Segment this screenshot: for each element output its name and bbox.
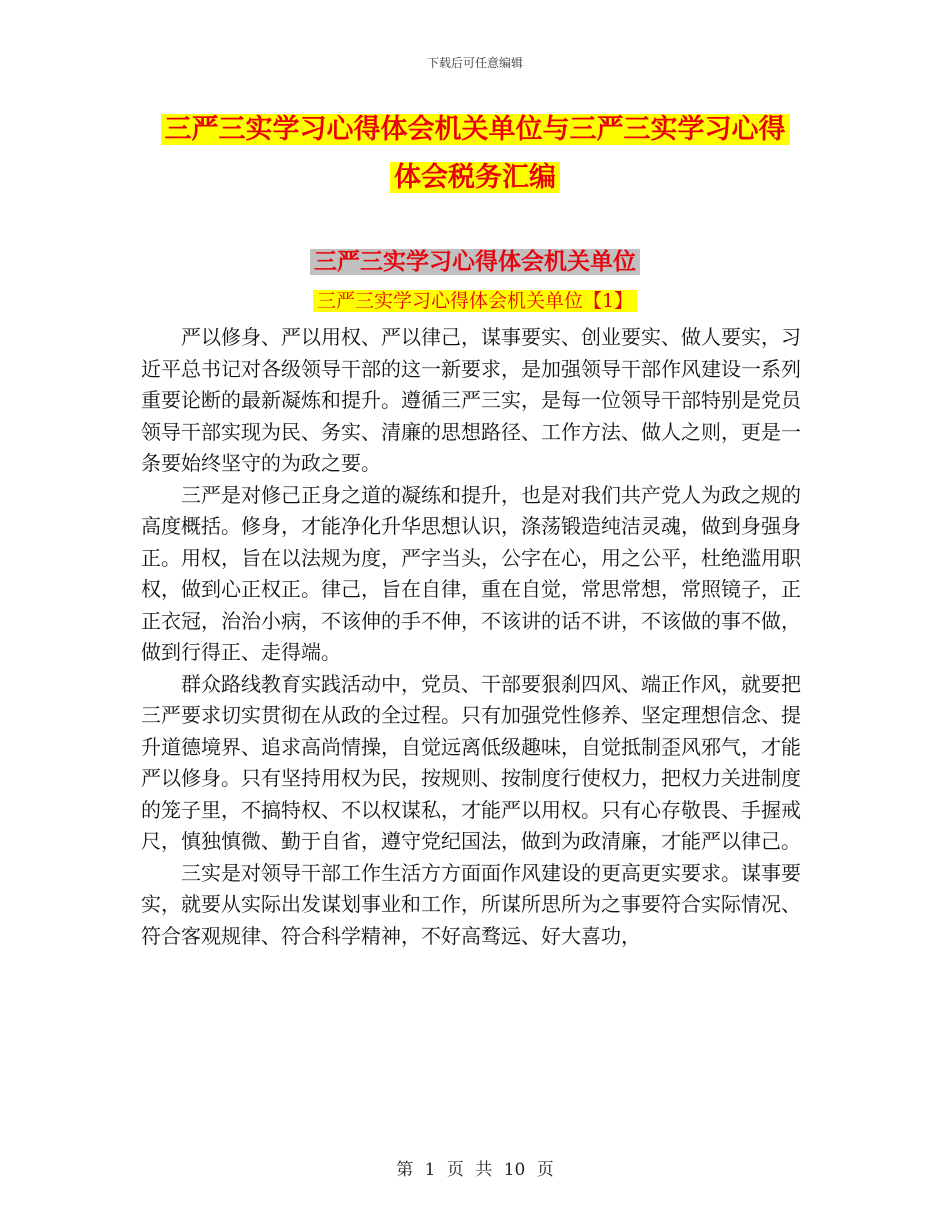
document-title-line-2: 体会税务汇编 xyxy=(390,162,560,193)
sub-title xyxy=(0,284,950,318)
paragraph: 群众路线教育实践活动中，党员、干部要狠刹四风、端正作风，就要把三严要求切实贯彻在从政的全过程。只有加强党性修养、坚定理想信念、提升道德境界、追求高尚情操，自觉远离低级趣味，自觉抵制歪风邪气，才能严以修身。只有坚持用权为民，按规则、按制度行使权力，把权力关进制度的笼子里，不搞特权、不以权谋私，才能严以用权。只有心存敬畏、手握戒尺，慎独慎微、勤于自省，遵守党纪国法，做到为政清廉，才能严以律己。 xyxy=(141,671,801,853)
document-title-line-1: 三严三实学习心得体会机关单位与三严三实学习心得 xyxy=(161,114,790,145)
paragraph: 严以修身、严以用权、严以律己，谋事要实、创业要实、做人要实，习近平总书记对各级领导干部的这一新要求，是加强领导干部作风建设一系列重要论断的最新凝炼和提升。遵循三严三实，是每一位领导干部特别是党员领导干部实现为民、务实、清廉的思想路径、工作方法、做人之则，更是一条要始终坚守的为政之要。 xyxy=(141,325,801,475)
section-title xyxy=(0,243,950,281)
section-title-text: 三严三实学习心得体会机关单位 xyxy=(310,249,640,275)
paragraph: 三严是对修己正身之道的凝练和提升，也是对我们共产党人为政之规的高度概括。修身，才能净化升华思想认识，涤荡锻造纯洁灵魂，做到身强身正。用权，旨在以法规为度，严字当头，公字在心，用之公平，杜绝滥用职权，做到心正权正。律己，旨在自律，重在自觉，常思常想，常照镜子，正正衣冠，治治小病，不该伸的手不伸，不该讲的话不讲，不该做的事不做，做到行得正、走得端。 xyxy=(141,482,801,664)
page-footer: 第 1 页 共 10 页 xyxy=(396,1160,554,1180)
paragraph: 三实是对领导干部工作生活方方面面作风建设的更高更实要求。谋事要实，就要从实际出发谋划事业和工作，所谋所思所为之事要符合实际情况、符合客观规律、符合科学精神，不好高骛远、好大喜功， xyxy=(141,860,801,948)
header-note: 下载后可任意编辑 xyxy=(426,56,523,70)
sub-title-text: 三严三实学习心得体会机关单位【1】 xyxy=(313,290,637,312)
document-title xyxy=(0,106,950,202)
body-text xyxy=(141,322,801,952)
